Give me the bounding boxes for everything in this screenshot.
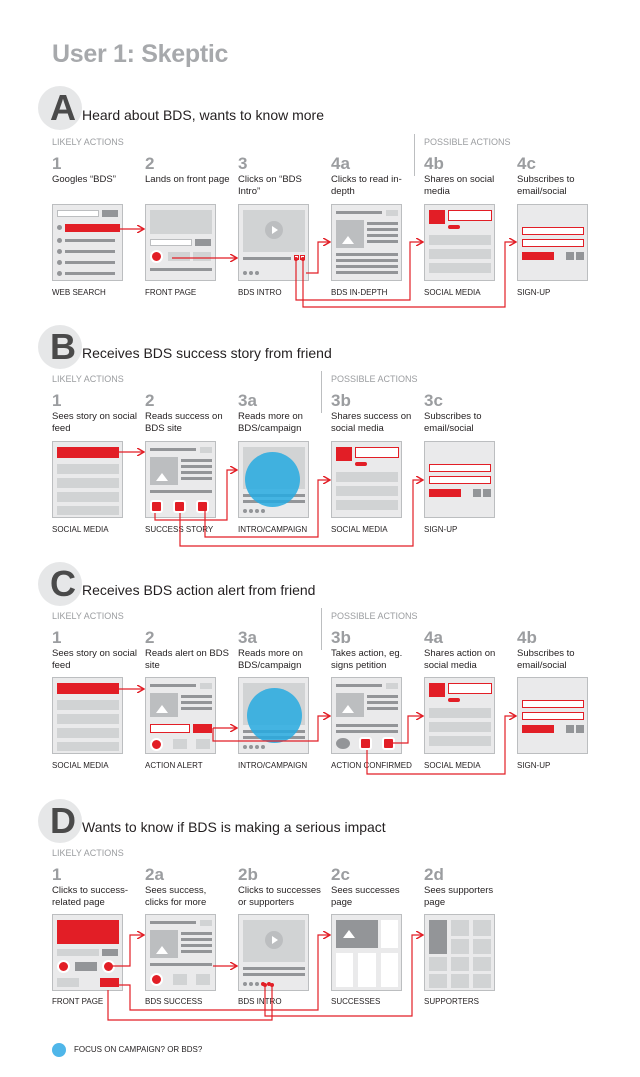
group-divider xyxy=(321,371,322,413)
step-description: Sees supporters page xyxy=(424,885,494,908)
social-icon xyxy=(576,725,584,733)
feed-item xyxy=(57,728,119,738)
step-description: Clicks on “BDS Intro” xyxy=(238,174,302,197)
screen-caption: FRONT PAGE xyxy=(52,997,104,1006)
step-description: Shares success on social media xyxy=(331,411,412,434)
step-number: 2 xyxy=(145,391,155,410)
play-icon xyxy=(150,973,163,986)
step-description: Sees successes page xyxy=(331,885,400,908)
text-line xyxy=(181,932,212,935)
wireframe-bds-intro xyxy=(238,204,309,281)
step-number: 3a xyxy=(238,628,257,647)
image-icon xyxy=(150,693,178,717)
feed-item xyxy=(57,700,119,710)
step-number: 2d xyxy=(424,865,444,884)
step-description: Clicks to success-related page xyxy=(52,885,129,908)
post-box xyxy=(355,447,399,458)
screen-caption: SUCCESS STORY xyxy=(145,525,214,534)
screen-caption: SOCIAL MEDIA xyxy=(424,288,481,297)
submit-button xyxy=(522,252,554,260)
step-description: Reads alert on BDS site xyxy=(145,648,229,671)
pager-dot xyxy=(255,509,259,513)
share-icon xyxy=(200,683,212,689)
feed-item xyxy=(336,472,398,482)
pager-dot xyxy=(255,745,259,749)
play-icon xyxy=(150,738,163,751)
user-icon xyxy=(473,920,491,936)
page-title: User 1: Skeptic xyxy=(52,40,229,68)
pager-dot xyxy=(249,509,253,513)
feed-item xyxy=(57,742,119,751)
screen-caption: BDS INTRO xyxy=(238,997,282,1006)
step-number: 4c xyxy=(517,154,536,173)
wireframe-social-media xyxy=(424,204,495,281)
success-tile xyxy=(100,978,119,987)
pager-dot xyxy=(261,982,265,986)
step-description: Clicks to successes or supporters xyxy=(238,885,321,908)
tile xyxy=(193,252,211,261)
name-field xyxy=(522,712,584,720)
text-line xyxy=(336,253,398,256)
wireframe-action-alert xyxy=(145,677,216,754)
section-letter: C xyxy=(50,563,76,604)
share-icon xyxy=(200,447,212,453)
text-line xyxy=(65,239,115,242)
play-icon xyxy=(265,931,283,949)
card xyxy=(381,953,398,987)
text-line xyxy=(367,240,398,243)
tile xyxy=(57,978,79,987)
pager-dot xyxy=(243,271,247,275)
section-heading: Wants to know if BDS is making a serious impact xyxy=(82,819,386,835)
pager-dot xyxy=(243,982,247,986)
bullet-icon xyxy=(57,249,62,254)
email-field xyxy=(522,700,584,708)
text-line xyxy=(336,271,398,274)
step-number: 4b xyxy=(424,154,444,173)
share-icon xyxy=(382,737,395,750)
submit-button xyxy=(522,725,554,733)
result-highlight xyxy=(65,224,120,232)
shared-alert xyxy=(57,683,119,694)
screen-caption: ACTION ALERT xyxy=(145,761,203,770)
wireframe-supporters xyxy=(424,914,495,991)
feed-item xyxy=(429,722,491,732)
step-number: 3b xyxy=(331,391,351,410)
wireframe-bds-success xyxy=(145,914,216,991)
search-box xyxy=(57,210,99,217)
share-icon xyxy=(386,683,398,689)
screen-caption: SOCIAL MEDIA xyxy=(424,761,481,770)
hero-slider xyxy=(150,210,212,234)
step-description: Subscribes to email/social xyxy=(517,648,575,671)
feed-item xyxy=(429,708,491,718)
text-line xyxy=(65,250,115,253)
share-icon xyxy=(200,920,212,926)
wireframe-sign-up xyxy=(424,441,495,518)
step-description: Reads more on BDS/campaign xyxy=(238,648,303,671)
tile xyxy=(75,962,97,971)
screen-caption: BDS IN-DEPTH xyxy=(331,288,388,297)
pager-dot xyxy=(255,271,259,275)
text-line xyxy=(65,272,115,275)
button xyxy=(102,949,118,956)
text-line xyxy=(336,259,398,262)
wireframe-bds-intro xyxy=(238,914,309,991)
text-line xyxy=(336,730,398,733)
social-icon xyxy=(576,252,584,260)
share-icon xyxy=(196,500,209,513)
text-line xyxy=(367,695,398,698)
user-icon xyxy=(451,974,469,988)
step-description: Subscribes to email/social xyxy=(517,174,575,197)
post-box xyxy=(448,210,492,221)
search-button xyxy=(102,210,118,217)
section-heading: Receives BDS success story from friend xyxy=(82,345,332,361)
step-number: 2 xyxy=(145,628,155,647)
screen-caption: BDS SUCCESS xyxy=(145,997,203,1006)
text-line xyxy=(181,465,212,468)
user-icon xyxy=(473,939,491,954)
section-letter: A xyxy=(50,87,76,128)
bullet-icon xyxy=(57,238,62,243)
step-number: 2 xyxy=(145,154,155,173)
text-line xyxy=(181,459,212,462)
card xyxy=(381,920,398,948)
step-number: 2a xyxy=(145,865,164,884)
text-line xyxy=(367,701,398,704)
step-description: Subscribes to email/social xyxy=(424,411,482,434)
share-icon xyxy=(429,920,447,954)
wireframe-sign-up xyxy=(517,204,588,281)
text-line xyxy=(150,963,212,966)
screen-caption: SIGN-UP xyxy=(517,761,551,770)
text-line xyxy=(181,944,212,947)
wireframe-social-media xyxy=(52,441,123,518)
image-icon xyxy=(336,693,364,717)
feed-item xyxy=(429,235,491,245)
social-icon xyxy=(473,489,481,497)
hero-slider xyxy=(57,920,119,944)
screen-caption: SIGN-UP xyxy=(517,288,551,297)
step-description: Shares on social media xyxy=(424,174,495,197)
email-icon xyxy=(173,739,187,749)
text-line xyxy=(150,490,212,493)
bullet-icon xyxy=(57,260,62,265)
user-icon xyxy=(451,920,469,936)
step-number: 4a xyxy=(424,628,443,647)
feed-item xyxy=(57,506,119,515)
section-heading: Receives BDS action alert from friend xyxy=(82,582,316,598)
social-icon xyxy=(483,489,491,497)
feed-item xyxy=(429,249,491,259)
screen-caption: FRONT PAGE xyxy=(145,288,197,297)
text-line xyxy=(181,707,212,710)
step-number: 1 xyxy=(52,391,62,410)
screen-caption: SUCCESSES xyxy=(331,997,381,1006)
text-line xyxy=(181,701,212,704)
user-icon xyxy=(451,957,469,971)
user-icon xyxy=(451,939,469,954)
user-icon xyxy=(429,683,445,697)
pager-dot xyxy=(243,745,247,749)
user-icon xyxy=(473,957,491,971)
feed-item xyxy=(336,486,398,496)
text-line xyxy=(181,477,212,480)
feed-item xyxy=(57,464,119,474)
play-icon xyxy=(57,960,70,973)
play-icon xyxy=(336,738,350,749)
focus-legend-label: FOCUS ON CAMPAIGN? OR BDS? xyxy=(74,1045,203,1054)
play-icon xyxy=(150,250,163,263)
email-field xyxy=(429,464,491,472)
possible-actions-label: POSSIBLE ACTIONS xyxy=(331,611,418,621)
step-description: Shares action on social media xyxy=(424,648,496,671)
feed-item xyxy=(336,500,398,510)
pager-dot xyxy=(261,509,265,513)
pager-dot xyxy=(255,982,259,986)
social-icon xyxy=(566,252,574,260)
step-number: 4b xyxy=(517,628,537,647)
link xyxy=(448,225,460,229)
wireframe-success-story xyxy=(145,441,216,518)
email-field xyxy=(522,227,584,235)
step-number: 2b xyxy=(238,865,258,884)
share-icon xyxy=(386,210,398,216)
step-number: 3c xyxy=(424,391,443,410)
focus-marker xyxy=(247,688,302,743)
text-line xyxy=(243,973,305,976)
step-description: Reads more on BDS/campaign xyxy=(238,411,303,434)
likely-actions-label: LIKELY ACTIONS xyxy=(52,848,124,858)
screen-caption: SOCIAL MEDIA xyxy=(52,525,109,534)
screen-caption: SOCIAL MEDIA xyxy=(331,525,388,534)
wireframe-front-page xyxy=(52,914,123,991)
post-box xyxy=(448,683,492,694)
email-icon xyxy=(173,500,186,513)
name-field xyxy=(429,476,491,484)
play-icon xyxy=(150,500,163,513)
name-field xyxy=(522,239,584,247)
likely-actions-label: LIKELY ACTIONS xyxy=(52,611,124,621)
feed-item xyxy=(57,714,119,724)
share-icon xyxy=(196,739,210,749)
possible-actions-label: POSSIBLE ACTIONS xyxy=(424,137,511,147)
pager-dot xyxy=(267,982,271,986)
step-description: Clicks to read in-depth xyxy=(331,174,402,197)
text-line xyxy=(336,265,398,268)
step-number: 3b xyxy=(331,628,351,647)
link xyxy=(448,698,460,702)
user-icon xyxy=(429,957,447,971)
focus-marker xyxy=(245,452,300,507)
likely-actions-label: LIKELY ACTIONS xyxy=(52,137,124,147)
wireframe-social-media xyxy=(424,677,495,754)
pager-dot xyxy=(249,982,253,986)
bullet-icon xyxy=(57,225,62,230)
text-line xyxy=(336,211,382,214)
email-icon xyxy=(294,255,299,260)
step-number: 2c xyxy=(331,865,350,884)
step-number: 1 xyxy=(52,628,62,647)
section-letter: B xyxy=(50,326,76,367)
text-line xyxy=(181,950,212,953)
image-icon xyxy=(336,220,364,248)
success-link-icon xyxy=(102,960,115,973)
text-line xyxy=(150,448,196,451)
wireframe-bds-in-depth xyxy=(331,204,402,281)
step-number: 1 xyxy=(52,154,62,173)
group-divider xyxy=(321,608,322,650)
screen-caption: SIGN-UP xyxy=(424,525,458,534)
step-description: Sees story on social feed xyxy=(52,411,138,434)
image-icon xyxy=(340,924,356,940)
submit-button xyxy=(429,489,461,497)
shared-story xyxy=(57,447,119,458)
text-line xyxy=(367,222,398,225)
flow-arrow xyxy=(306,242,330,273)
screen-caption: INTRO/CAMPAIGN xyxy=(238,761,308,770)
text-line xyxy=(243,967,305,970)
feed-item xyxy=(429,263,491,273)
social-icon xyxy=(566,725,574,733)
field xyxy=(150,239,192,246)
text-line xyxy=(150,921,196,924)
screen-caption: WEB SEARCH xyxy=(52,288,106,297)
user-icon xyxy=(429,974,447,988)
step-description: Reads success on BDS site xyxy=(145,411,223,434)
wireframe-sign-up xyxy=(517,677,588,754)
screen-caption: BDS INTRO xyxy=(238,288,282,297)
card xyxy=(336,953,353,987)
text-line xyxy=(65,261,115,264)
feed-item xyxy=(57,478,119,488)
focus-legend-swatch xyxy=(52,1043,66,1057)
pager-dot xyxy=(261,745,265,749)
wireframe-social-media xyxy=(52,677,123,754)
bullet-icon xyxy=(57,271,62,276)
step-description: Sees success, clicks for more xyxy=(145,885,207,908)
text-line xyxy=(336,684,382,687)
feed-item xyxy=(429,736,491,746)
tile xyxy=(168,252,190,261)
text-line xyxy=(336,724,398,727)
user-icon xyxy=(473,974,491,988)
step-description: Takes action, eg. signs petition xyxy=(331,648,403,671)
text-line xyxy=(367,228,398,231)
text-line xyxy=(367,234,398,237)
share-icon xyxy=(196,974,210,985)
wireframe-front-page xyxy=(145,204,216,281)
image-icon xyxy=(150,457,178,485)
step-number: 3a xyxy=(238,391,257,410)
step-number: 3 xyxy=(238,154,248,173)
text-line xyxy=(150,268,212,271)
button xyxy=(195,239,211,246)
section-letter: D xyxy=(50,800,76,841)
pager-dot xyxy=(249,271,253,275)
text-line xyxy=(181,695,212,698)
step-description: Sees story on social feed xyxy=(52,648,138,671)
section-heading: Heard about BDS, wants to know more xyxy=(82,107,325,123)
wireframe-social-media xyxy=(331,441,402,518)
text-line xyxy=(367,707,398,710)
likely-actions-label: LIKELY ACTIONS xyxy=(52,374,124,384)
step-description: Googles “BDS” xyxy=(52,174,116,185)
sign-button xyxy=(193,724,212,733)
pager-dot xyxy=(249,745,253,749)
text-line xyxy=(243,257,291,260)
play-icon xyxy=(265,221,283,239)
feed-item xyxy=(57,492,119,502)
screen-caption: SOCIAL MEDIA xyxy=(52,761,109,770)
card xyxy=(358,953,376,987)
field xyxy=(57,949,99,956)
screen-caption: SUPPORTERS xyxy=(424,997,479,1006)
image-icon xyxy=(150,930,178,958)
pager-dot xyxy=(243,509,247,513)
text-line xyxy=(181,471,212,474)
user-icon xyxy=(336,447,352,461)
user-icon xyxy=(429,210,445,224)
text-line xyxy=(181,938,212,941)
link xyxy=(355,462,367,466)
share-icon xyxy=(300,255,305,260)
screen-caption: ACTION CONFIRMED xyxy=(331,761,412,770)
wireframe-action-confirmed xyxy=(331,677,402,754)
possible-actions-label: POSSIBLE ACTIONS xyxy=(331,374,418,384)
petition-field xyxy=(150,724,190,733)
email-icon xyxy=(359,737,372,750)
group-divider xyxy=(414,134,415,176)
text-line xyxy=(150,684,196,687)
wireframe-web-search xyxy=(52,204,123,281)
screen-caption: INTRO/CAMPAIGN xyxy=(238,525,308,534)
step-number: 1 xyxy=(52,865,62,884)
wireframe-successes xyxy=(331,914,402,991)
step-description: Lands on front page xyxy=(145,174,230,185)
email-icon xyxy=(173,974,187,985)
step-number: 4a xyxy=(331,154,350,173)
